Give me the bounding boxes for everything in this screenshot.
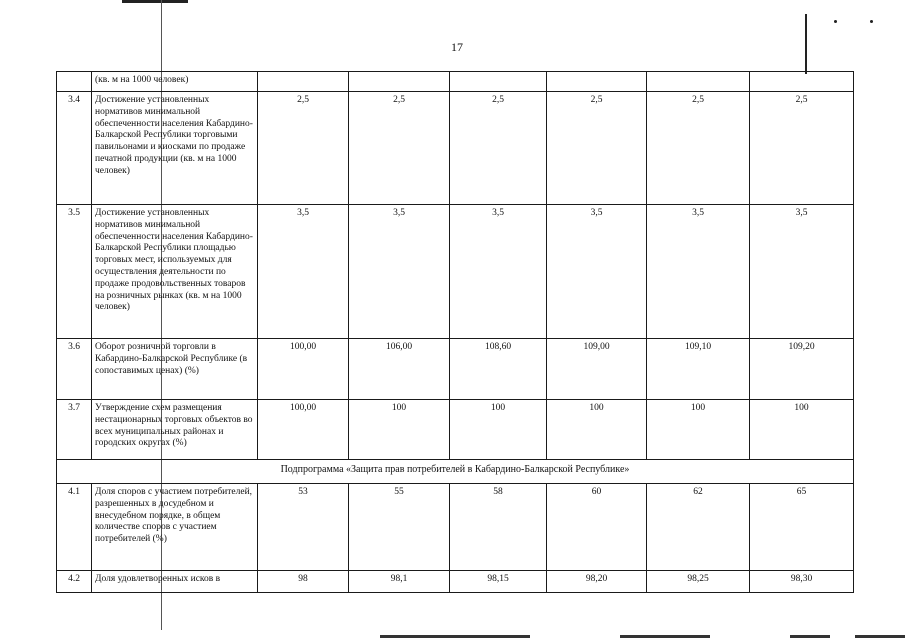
indicator-value: 3,5 [547, 205, 647, 339]
scan-artifact-dot [870, 20, 873, 23]
indicator-value: 2,5 [349, 92, 450, 205]
indicator-name: Доля удовлетворенных исков в [92, 571, 258, 593]
indicator-value: 100 [750, 400, 854, 460]
table-row [57, 92, 854, 205]
indicator-value: 98,15 [450, 571, 547, 593]
indicator-value: 60 [547, 484, 647, 571]
indicator-value [258, 72, 349, 92]
indicator-value: 3,5 [258, 205, 349, 339]
scan-artifact-right-line [805, 14, 807, 74]
row-number: 3.7 [57, 400, 92, 460]
indicator-value: 98 [258, 571, 349, 593]
indicator-value [547, 72, 647, 92]
table-row [57, 400, 854, 460]
indicator-value: 98,30 [750, 571, 854, 593]
indicator-value [349, 72, 450, 92]
indicator-value: 2,5 [647, 92, 750, 205]
indicator-value: 3,5 [647, 205, 750, 339]
row-number [57, 72, 92, 92]
indicator-value: 106,00 [349, 339, 450, 400]
indicator-name: Оборот розничной торговли в Кабардино-Балкарской Республике (в сопоставимых ценах) (%) [92, 339, 258, 400]
indicator-value: 2,5 [450, 92, 547, 205]
row-number: 4.2 [57, 571, 92, 593]
indicator-value: 2,5 [750, 92, 854, 205]
indicator-value: 109,00 [547, 339, 647, 400]
indicator-value: 65 [750, 484, 854, 571]
indicator-value: 3,5 [450, 205, 547, 339]
indicator-value: 2,5 [258, 92, 349, 205]
indicator-value: 3,5 [750, 205, 854, 339]
indicator-value [750, 72, 854, 92]
table-row [57, 484, 854, 571]
indicator-value: 55 [349, 484, 450, 571]
row-number: 3.4 [57, 92, 92, 205]
indicator-name: Утверждение схем размещения нестационарных торговых объектов во всех муниципальных районах и городских округах (%) [92, 400, 258, 460]
table-row [57, 205, 854, 339]
indicator-value: 108,60 [450, 339, 547, 400]
indicator-value: 109,20 [750, 339, 854, 400]
indicator-value: 62 [647, 484, 750, 571]
indicator-value: 98,1 [349, 571, 450, 593]
row-number: 3.6 [57, 339, 92, 400]
indicator-value: 100,00 [258, 339, 349, 400]
table-row [57, 72, 854, 92]
section-title: Подпрограмма «Защита прав потребителей в Кабардино-Балкарской Республике» [57, 460, 854, 484]
indicator-value: 100 [349, 400, 450, 460]
section-row [57, 460, 854, 484]
indicator-value: 58 [450, 484, 547, 571]
indicator-value: 2,5 [547, 92, 647, 205]
scan-artifact-dot [834, 20, 837, 23]
table-row [57, 571, 854, 593]
indicator-value: 98,20 [547, 571, 647, 593]
indicator-value [450, 72, 547, 92]
indicator-value: 53 [258, 484, 349, 571]
indicator-name: Достижение установленных нормативов минимальной обеспеченности населения Кабардино-Балкарской Республики площадью торговых мест, используемых для осуществления деятельности по продаже продовольственных товаров на розничных рынках (кв. м на 1000 человек) [92, 205, 258, 339]
table-row [57, 339, 854, 400]
indicator-value: 100 [547, 400, 647, 460]
indicator-value: 109,10 [647, 339, 750, 400]
indicator-value: 100 [647, 400, 750, 460]
indicator-value: 100 [450, 400, 547, 460]
scan-artifact-bottom-bars [380, 632, 905, 640]
scan-artifact-top-bar [122, 0, 188, 3]
page-number: 17 [451, 40, 463, 54]
indicator-value: 100,00 [258, 400, 349, 460]
indicator-name: Достижение установленных нормативов минимальной обеспеченности населения Кабардино-Балкарской Республики торговыми павильонами и киосками по продаже печатной продукции (кв. м на 1000 человек) [92, 92, 258, 205]
row-number: 4.1 [57, 484, 92, 571]
indicator-name: Доля споров с участием потребителей, разрешенных в досудебном и внесудебном порядке, в общем количестве споров с участием потребителей (%) [92, 484, 258, 571]
indicator-value: 98,25 [647, 571, 750, 593]
row-number: 3.5 [57, 205, 92, 339]
indicator-value [647, 72, 750, 92]
indicator-name: (кв. м на 1000 человек) [92, 72, 258, 92]
indicators-table [56, 71, 854, 593]
indicator-value: 3,5 [349, 205, 450, 339]
